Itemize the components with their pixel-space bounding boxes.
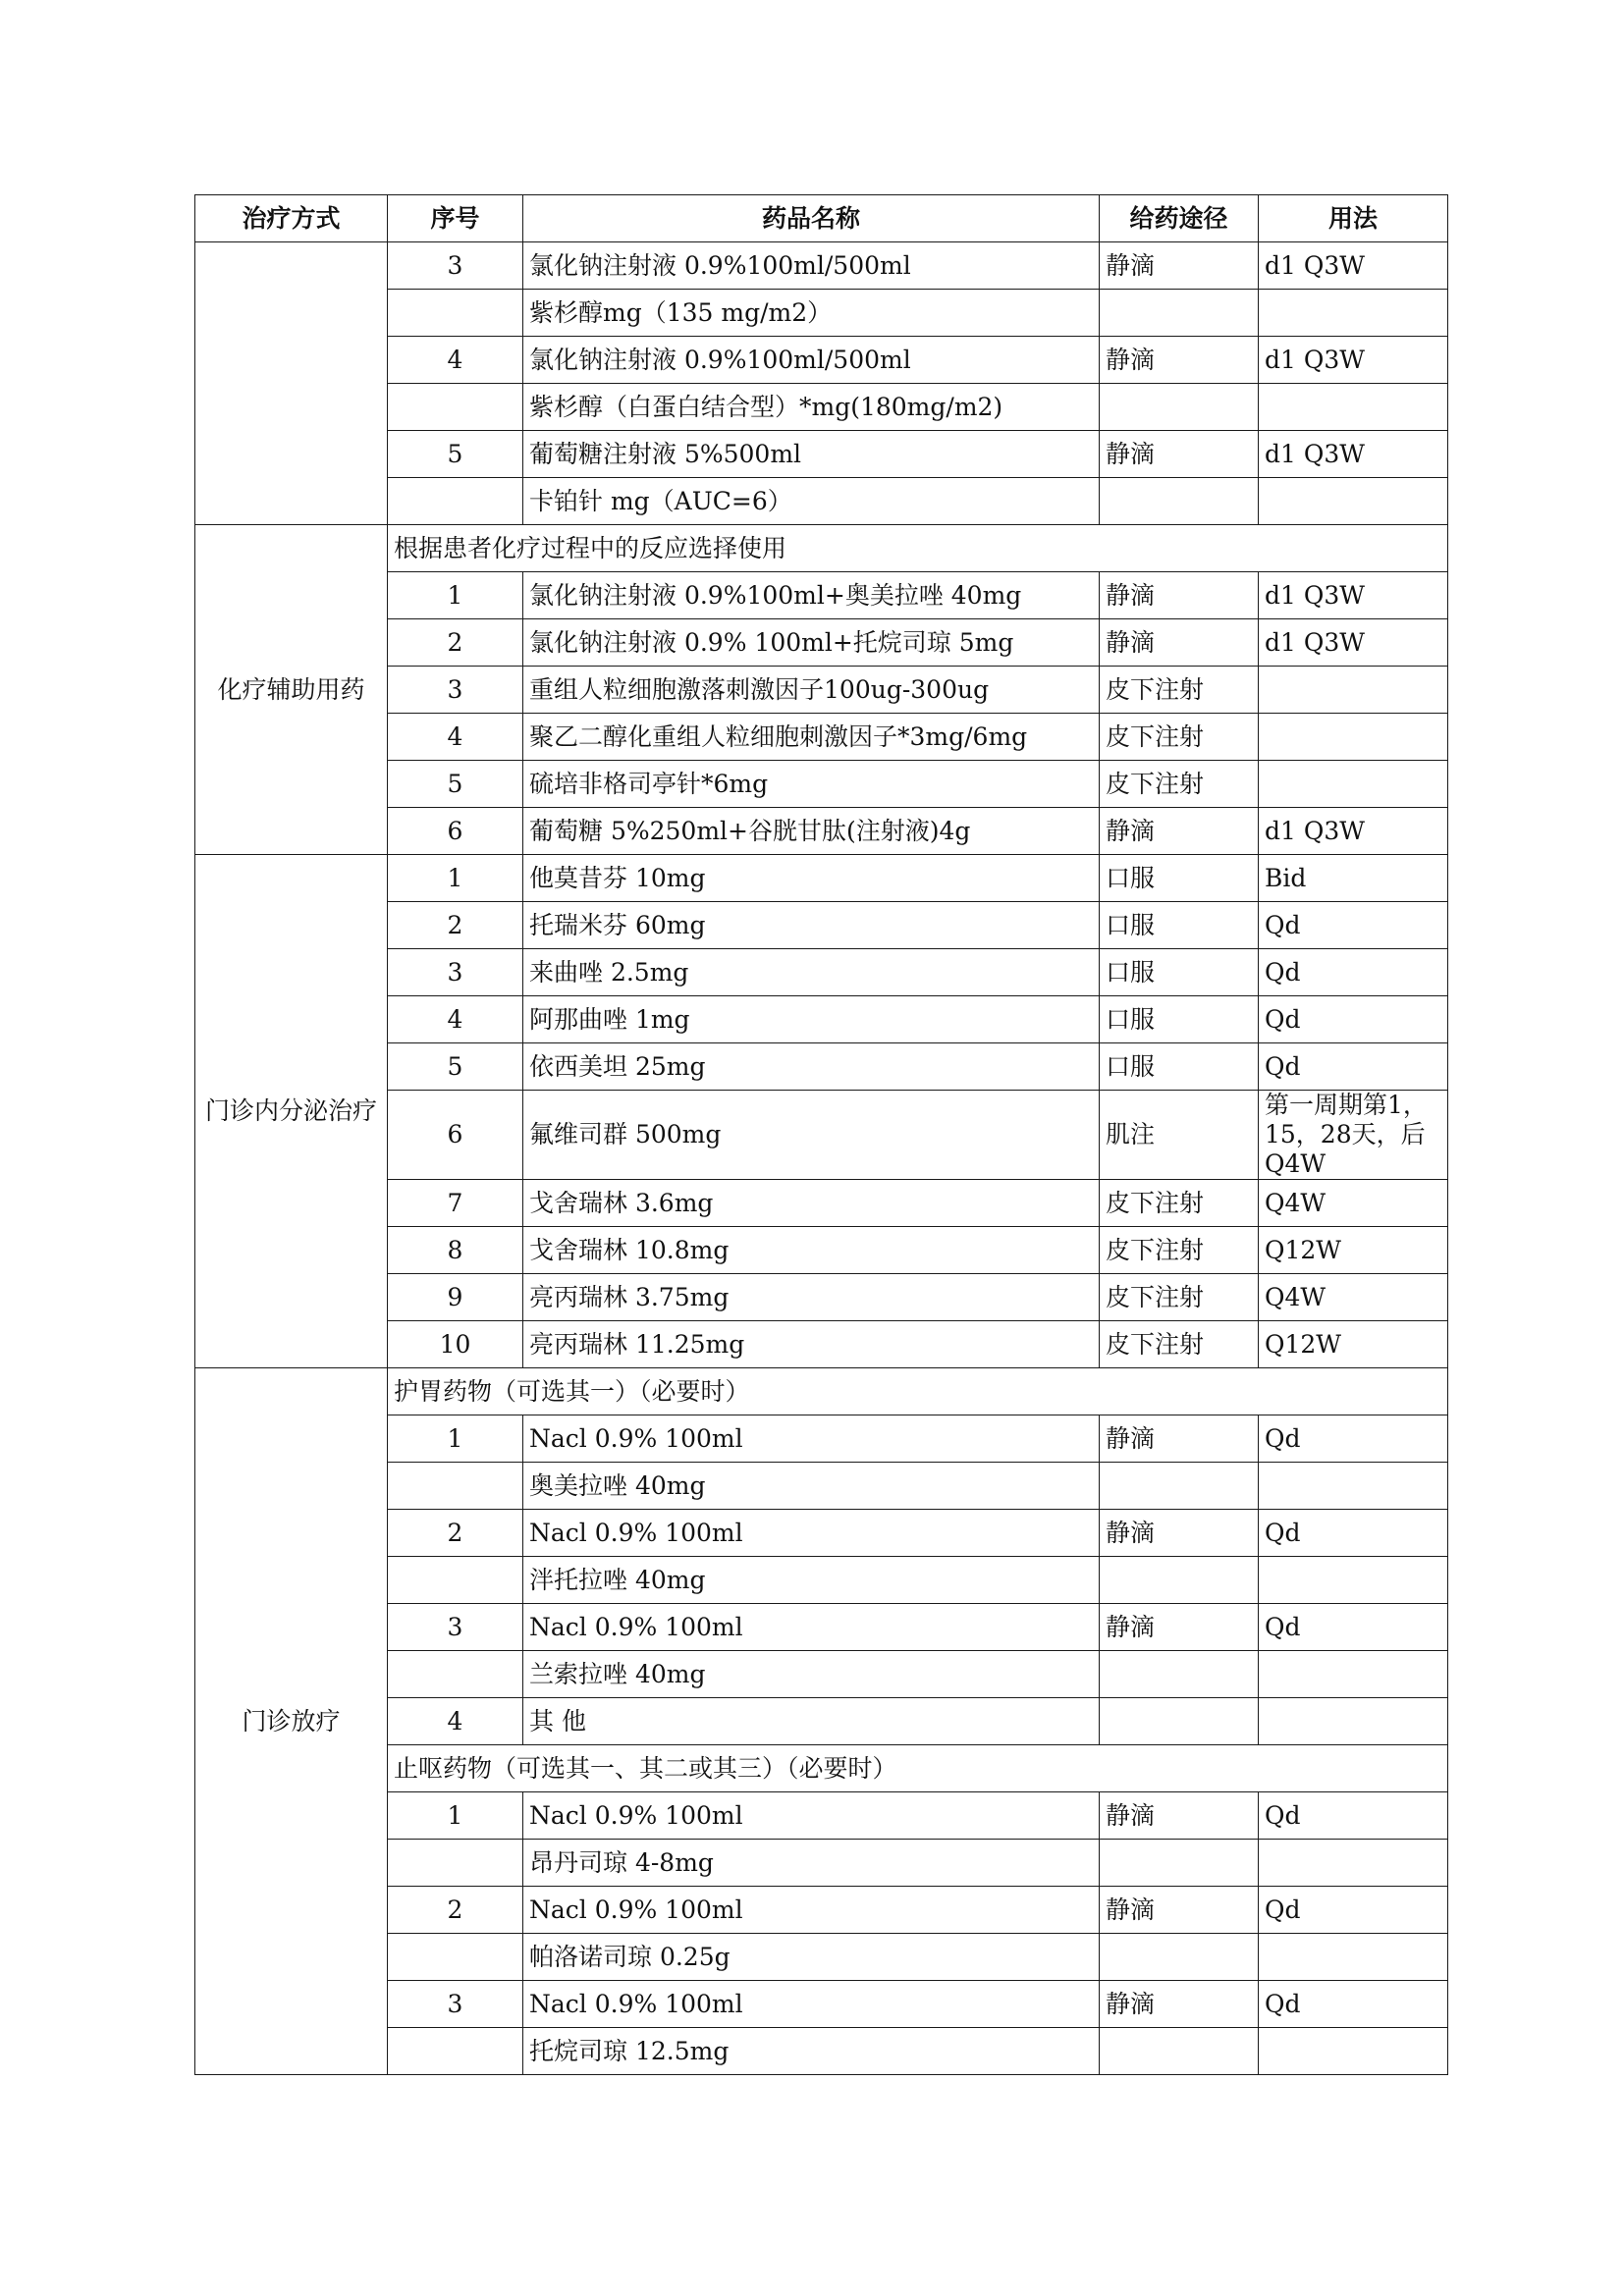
- number-cell: [388, 290, 523, 337]
- usage-cell: Qd: [1259, 996, 1448, 1043]
- usage-cell: Qd: [1259, 1887, 1448, 1934]
- route-cell: 静滴: [1100, 619, 1259, 667]
- drug-name-cell: 其 他: [523, 1698, 1100, 1745]
- number-cell: 9: [388, 1274, 523, 1321]
- route-cell: 静滴: [1100, 1604, 1259, 1651]
- usage-cell: [1259, 1934, 1448, 1981]
- number-cell: 2: [388, 1887, 523, 1934]
- usage-cell: Qd: [1259, 1604, 1448, 1651]
- route-cell: 静滴: [1100, 242, 1259, 290]
- header-row: [195, 195, 1448, 242]
- usage-cell: [1259, 1463, 1448, 1510]
- route-cell: 静滴: [1100, 1510, 1259, 1557]
- treatment-table: [194, 194, 1448, 2075]
- usage-cell: Q4W: [1259, 1180, 1448, 1227]
- usage-cell: Qd: [1259, 902, 1448, 949]
- header-category: 治疗方式: [195, 195, 388, 242]
- usage-cell: d1 Q3W: [1259, 619, 1448, 667]
- route-cell: [1100, 2028, 1259, 2075]
- number-cell: [388, 1557, 523, 1604]
- route-cell: [1100, 1698, 1259, 1745]
- drug-name-cell: 托烷司琼 12.5mg: [523, 2028, 1100, 2075]
- number-cell: 4: [388, 714, 523, 761]
- number-cell: 5: [388, 431, 523, 478]
- drug-name-cell: 奥美拉唑 40mg: [523, 1463, 1100, 1510]
- drug-name-cell: Nacl 0.9% 100ml: [523, 1981, 1100, 2028]
- usage-cell: [1259, 714, 1448, 761]
- drug-name-cell: 氯化钠注射液 0.9%100ml/500ml: [523, 242, 1100, 290]
- number-cell: [388, 1934, 523, 1981]
- table-row: [195, 242, 1448, 290]
- number-cell: 7: [388, 1180, 523, 1227]
- usage-cell: Qd: [1259, 1510, 1448, 1557]
- number-cell: 1: [388, 1792, 523, 1840]
- drug-name-cell: 戈舍瑞林 10.8mg: [523, 1227, 1100, 1274]
- drug-name-cell: 阿那曲唑 1mg: [523, 996, 1100, 1043]
- drug-name-cell: Nacl 0.9% 100ml: [523, 1887, 1100, 1934]
- usage-cell: Q12W: [1259, 1321, 1448, 1368]
- usage-cell: Q12W: [1259, 1227, 1448, 1274]
- category-cell: 门诊放疗: [195, 1368, 388, 2075]
- route-cell: 口服: [1100, 1043, 1259, 1091]
- usage-cell: Qd: [1259, 1415, 1448, 1463]
- route-cell: 皮下注射: [1100, 1180, 1259, 1227]
- usage-cell: Qd: [1259, 1043, 1448, 1091]
- number-cell: 5: [388, 761, 523, 808]
- number-cell: 3: [388, 242, 523, 290]
- route-cell: 静滴: [1100, 1981, 1259, 2028]
- number-cell: [388, 2028, 523, 2075]
- drug-name-cell: 昂丹司琼 4-8mg: [523, 1840, 1100, 1887]
- route-cell: 静滴: [1100, 1792, 1259, 1840]
- usage-cell: d1 Q3W: [1259, 572, 1448, 619]
- number-cell: 6: [388, 808, 523, 855]
- route-cell: [1100, 1463, 1259, 1510]
- group-note-cell: 止呕药物（可选其一、其二或其三）（必要时）: [388, 1745, 1448, 1792]
- category-cell: 化疗辅助用药: [195, 525, 388, 855]
- drug-name-cell: 兰索拉唑 40mg: [523, 1651, 1100, 1698]
- drug-name-cell: Nacl 0.9% 100ml: [523, 1604, 1100, 1651]
- route-cell: [1100, 478, 1259, 525]
- route-cell: 皮下注射: [1100, 1274, 1259, 1321]
- number-cell: 8: [388, 1227, 523, 1274]
- usage-cell: Qd: [1259, 949, 1448, 996]
- number-cell: 6: [388, 1091, 523, 1180]
- drug-name-cell: Nacl 0.9% 100ml: [523, 1792, 1100, 1840]
- drug-name-cell: 帕洛诺司琼 0.25g: [523, 1934, 1100, 1981]
- usage-cell: Qd: [1259, 1792, 1448, 1840]
- route-cell: [1100, 290, 1259, 337]
- number-cell: 4: [388, 996, 523, 1043]
- drug-name-cell: 氟维司群 500mg: [523, 1091, 1100, 1180]
- number-cell: 2: [388, 1510, 523, 1557]
- usage-cell: [1259, 1651, 1448, 1698]
- route-cell: 皮下注射: [1100, 1321, 1259, 1368]
- drug-name-cell: 聚乙二醇化重组人粒细胞刺激因子*3mg/6mg: [523, 714, 1100, 761]
- drug-name-cell: 亮丙瑞林 3.75mg: [523, 1274, 1100, 1321]
- category-cell: [195, 242, 388, 525]
- usage-cell: [1259, 1840, 1448, 1887]
- number-cell: [388, 1840, 523, 1887]
- usage-cell: [1259, 290, 1448, 337]
- drug-name-cell: 来曲唑 2.5mg: [523, 949, 1100, 996]
- route-cell: 皮下注射: [1100, 761, 1259, 808]
- usage-cell: Q4W: [1259, 1274, 1448, 1321]
- number-cell: 3: [388, 1604, 523, 1651]
- usage-cell: d1 Q3W: [1259, 242, 1448, 290]
- drug-name-cell: 氯化钠注射液 0.9%100ml/500ml: [523, 337, 1100, 384]
- drug-name-cell: 氯化钠注射液 0.9% 100ml+托烷司琼 5mg: [523, 619, 1100, 667]
- drug-name-cell: 重组人粒细胞激落刺激因子100ug-300ug: [523, 667, 1100, 714]
- number-cell: 1: [388, 572, 523, 619]
- drug-name-cell: Nacl 0.9% 100ml: [523, 1415, 1100, 1463]
- number-cell: 4: [388, 1698, 523, 1745]
- usage-cell: [1259, 667, 1448, 714]
- usage-cell: [1259, 761, 1448, 808]
- usage-cell: [1259, 478, 1448, 525]
- route-cell: 口服: [1100, 949, 1259, 996]
- number-cell: 3: [388, 1981, 523, 2028]
- drug-name-cell: 紫杉醇（白蛋白结合型）*mg(180mg/m2): [523, 384, 1100, 431]
- drug-name-cell: 戈舍瑞林 3.6mg: [523, 1180, 1100, 1227]
- group-note-cell: 护胃药物（可选其一）（必要时）: [388, 1368, 1448, 1415]
- route-cell: 静滴: [1100, 431, 1259, 478]
- number-cell: 2: [388, 619, 523, 667]
- route-cell: [1100, 1651, 1259, 1698]
- route-cell: 口服: [1100, 902, 1259, 949]
- route-cell: 皮下注射: [1100, 667, 1259, 714]
- drug-name-cell: 硫培非格司亭针*6mg: [523, 761, 1100, 808]
- header-usage: 用法: [1259, 195, 1448, 242]
- category-cell: 门诊内分泌治疗: [195, 855, 388, 1368]
- drug-name-cell: 他莫昔芬 10mg: [523, 855, 1100, 902]
- table-row: [195, 1368, 1448, 1415]
- drug-name-cell: 亮丙瑞林 11.25mg: [523, 1321, 1100, 1368]
- route-cell: 静滴: [1100, 1415, 1259, 1463]
- usage-cell: Bid: [1259, 855, 1448, 902]
- route-cell: 口服: [1100, 996, 1259, 1043]
- usage-cell: [1259, 2028, 1448, 2075]
- drug-name-cell: 卡铂针 mg（AUC=6）: [523, 478, 1100, 525]
- group-note-cell: 根据患者化疗过程中的反应选择使用: [388, 525, 1448, 572]
- route-cell: 皮下注射: [1100, 1227, 1259, 1274]
- usage-cell: 第一周期第1，15，28天，后Q4W: [1259, 1091, 1448, 1180]
- number-cell: 3: [388, 949, 523, 996]
- route-cell: 静滴: [1100, 337, 1259, 384]
- route-cell: [1100, 1840, 1259, 1887]
- table-row: [195, 855, 1448, 902]
- drug-name-cell: 托瑞米芬 60mg: [523, 902, 1100, 949]
- drug-name-cell: 紫杉醇mg（135 mg/m2）: [523, 290, 1100, 337]
- header-route: 给药途径: [1100, 195, 1259, 242]
- usage-cell: Qd: [1259, 1981, 1448, 2028]
- drug-name-cell: Nacl 0.9% 100ml: [523, 1510, 1100, 1557]
- number-cell: 2: [388, 902, 523, 949]
- drug-name-cell: 葡萄糖注射液 5%500ml: [523, 431, 1100, 478]
- number-cell: 10: [388, 1321, 523, 1368]
- usage-cell: [1259, 384, 1448, 431]
- number-cell: [388, 384, 523, 431]
- route-cell: 静滴: [1100, 808, 1259, 855]
- route-cell: 静滴: [1100, 572, 1259, 619]
- usage-cell: [1259, 1557, 1448, 1604]
- usage-cell: d1 Q3W: [1259, 337, 1448, 384]
- route-cell: 静滴: [1100, 1887, 1259, 1934]
- number-cell: 4: [388, 337, 523, 384]
- number-cell: [388, 478, 523, 525]
- route-cell: [1100, 384, 1259, 431]
- header-drug-name: 药品名称: [523, 195, 1100, 242]
- drug-name-cell: 依西美坦 25mg: [523, 1043, 1100, 1091]
- table-row: [195, 525, 1448, 572]
- drug-name-cell: 葡萄糖 5%250ml+谷胱甘肽(注射液)4g: [523, 808, 1100, 855]
- table-body: [195, 242, 1448, 2075]
- drug-name-cell: 泮托拉唑 40mg: [523, 1557, 1100, 1604]
- route-cell: 肌注: [1100, 1091, 1259, 1180]
- route-cell: 口服: [1100, 855, 1259, 902]
- number-cell: [388, 1651, 523, 1698]
- route-cell: 皮下注射: [1100, 714, 1259, 761]
- number-cell: 3: [388, 667, 523, 714]
- usage-cell: d1 Q3W: [1259, 808, 1448, 855]
- usage-cell: d1 Q3W: [1259, 431, 1448, 478]
- number-cell: [388, 1463, 523, 1510]
- drug-name-cell: 氯化钠注射液 0.9%100ml+奥美拉唑 40mg: [523, 572, 1100, 619]
- number-cell: 1: [388, 1415, 523, 1463]
- usage-cell: [1259, 1698, 1448, 1745]
- route-cell: [1100, 1934, 1259, 1981]
- header-number: 序号: [388, 195, 523, 242]
- number-cell: 5: [388, 1043, 523, 1091]
- route-cell: [1100, 1557, 1259, 1604]
- number-cell: 1: [388, 855, 523, 902]
